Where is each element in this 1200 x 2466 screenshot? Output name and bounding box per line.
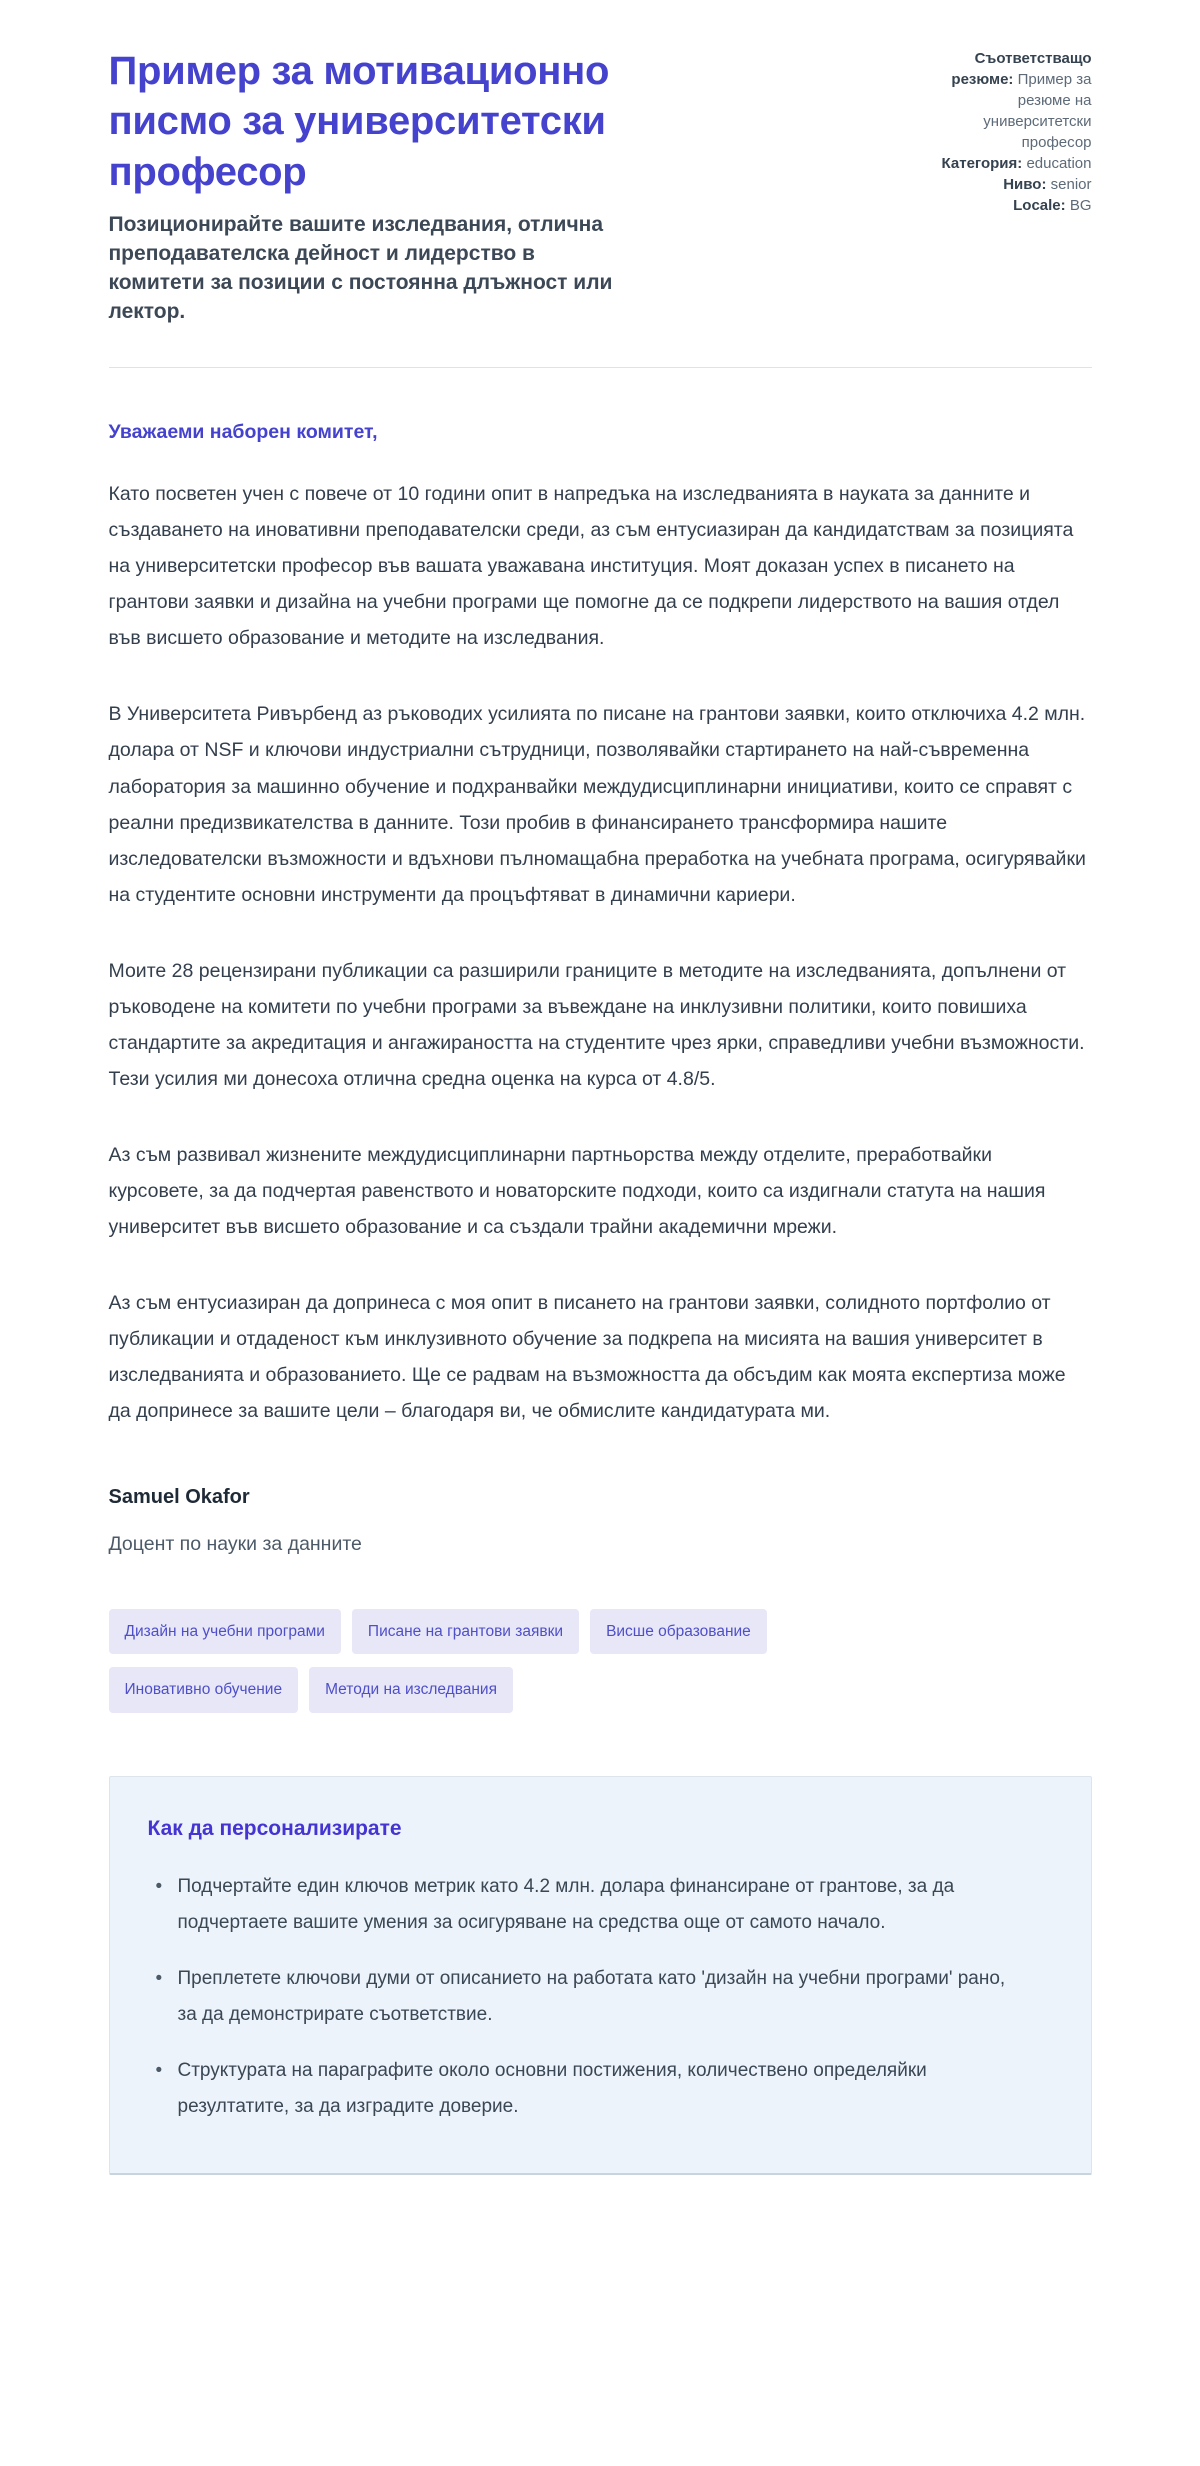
- meta-matching-resume: [914, 48, 1092, 153]
- page-subtitle: Позиционирайте вашите изследвания, отлична преподавателска дейност и лидерство в комитети за позиции с постоянна длъжност или лектор.: [108, 213, 613, 324]
- meta-locale: [914, 195, 1092, 216]
- meta-label: Съответстващо резюме:: [951, 50, 1092, 88]
- meta-value: education: [1026, 155, 1092, 172]
- tag-pill-grant-writing[interactable]: Писане на грантови заявки: [352, 1609, 579, 1655]
- meta-value: Пример за резюме на университетски професор: [983, 71, 1092, 151]
- tips-card: [109, 1776, 1092, 2176]
- tag-list: [109, 1609, 1092, 1726]
- meta-label: Ниво:: [1003, 176, 1047, 193]
- letter-paragraph-3: Моите 28 рецензирани публикации са разширили границите в методите на изследванията, допълнени от ръководене на комитети по учебни програми за въвеждане на инклузивни политики, които повишиха стандартите за акредитация и ангажираността на студентите чрез ярки, справедливи учебни възможности. Тези усилия ми донесоха отлична средна оценка на курса от 4.8/5.: [108, 959, 1085, 1090]
- meta-category: [914, 153, 1092, 174]
- letter-paragraph-5: Аз съм ентусиазиран да допринеса с моя опит в писането на грантови заявки, солидното портфолио от публикации и отдаденост към инклузивното обучение за подкрепа на мисията на вашия университет в изследванията и образованието. Ще се радвам на възможността да обсъдим как моята експертиза може да допринесе за вашите цели – благодаря ви, че обмислите кандидатурата ми.: [108, 1292, 1066, 1423]
- signature-title: Доцент по науки за данните: [108, 1533, 362, 1556]
- letter-greeting: Уважаеми наборен комитет,: [108, 421, 378, 444]
- letter-paragraph-4: Аз съм развивал жизнените междудисциплинарни партньорства между отделите, преработвайки курсовете, за да подчертая равенството и новаторските подходи, които са издигнали статута на нашия университет във висшето образование и са създали трайни академични мрежи.: [108, 1144, 1046, 1239]
- page: [109, 0, 1092, 2245]
- header-divider: [109, 367, 1092, 368]
- page-header: [109, 46, 1092, 327]
- tag-pill-higher-education[interactable]: Висше образование: [590, 1609, 767, 1655]
- tip-item-2: • Преплетете ключови думи от описанието на работата като 'дизайн на учебни програми' рано, за да демонстрирате съответствие.: [172, 1961, 1012, 2033]
- signature-name: Samuel Okafor: [108, 1486, 250, 1509]
- header-left: [109, 46, 649, 327]
- letter-body: [109, 414, 1092, 1563]
- page-title: Пример за мотивационно писмо за университетски професор: [108, 49, 610, 194]
- letter-paragraph-2: В Университета Ривърбенд аз ръководих усилията по писане на грантови заявки, които отключиха 4.2 млн. долара от NSF и ключови индустриални сътрудници, позволявайки стартирането на най-съвременна лаборатория за машинно обучение и подхранвайки междудисциплинарни инициативи, които се справят с реални предизвикателства в данните. Този пробив в финансирането трансформира нашите изследователски възможности и вдъхнови пълномащабна преработка на учебната програма, осигурявайки на студентите основни инструменти да процъфтяват в динамични кариери.: [108, 703, 1086, 906]
- tag-pill-innovative-teaching[interactable]: Иновативно обучение: [109, 1667, 299, 1713]
- meta-level: [914, 174, 1092, 195]
- tips-list: [148, 1869, 1049, 2126]
- meta-value: BG: [1069, 197, 1092, 214]
- meta-label: Locale:: [1013, 197, 1066, 214]
- tip-item-3: • Структурата на параграфите около основни постижения, количествено определяйки резултатите, за да изградите доверие.: [172, 2053, 1012, 2125]
- meta-value: senior: [1050, 176, 1092, 193]
- meta-label: Категория:: [941, 155, 1023, 172]
- tip-item-1: • Подчертайте един ключов метрик като 4.2 млн. долара финансиране от грантове, за да подчертаете вашите умения за осигуряване на средства още от самото начало.: [172, 1869, 1012, 1941]
- tag-pill-research-methods[interactable]: Методи на изследвания: [309, 1667, 513, 1713]
- meta-panel: [914, 46, 1092, 216]
- tag-pill-curriculum-design[interactable]: Дизайн на учебни програми: [109, 1609, 341, 1655]
- letter-paragraph-1: Като посветен учен с повече от 10 години опит в напредъка на изследванията в науката за данните и създаването на иновативни преподавателски среди, аз съм ентусиазиран да кандидатствам за позицията на университетски професор във вашата уважавана институция. Моят доказан успех в писането на грантови заявки и дизайна на учебни програми ще помогне да се подкрепи лидерството на вашия отдел във висшето образование и методите на изследвания.: [108, 483, 1074, 650]
- tips-heading: Как да персонализирате: [147, 1816, 402, 1840]
